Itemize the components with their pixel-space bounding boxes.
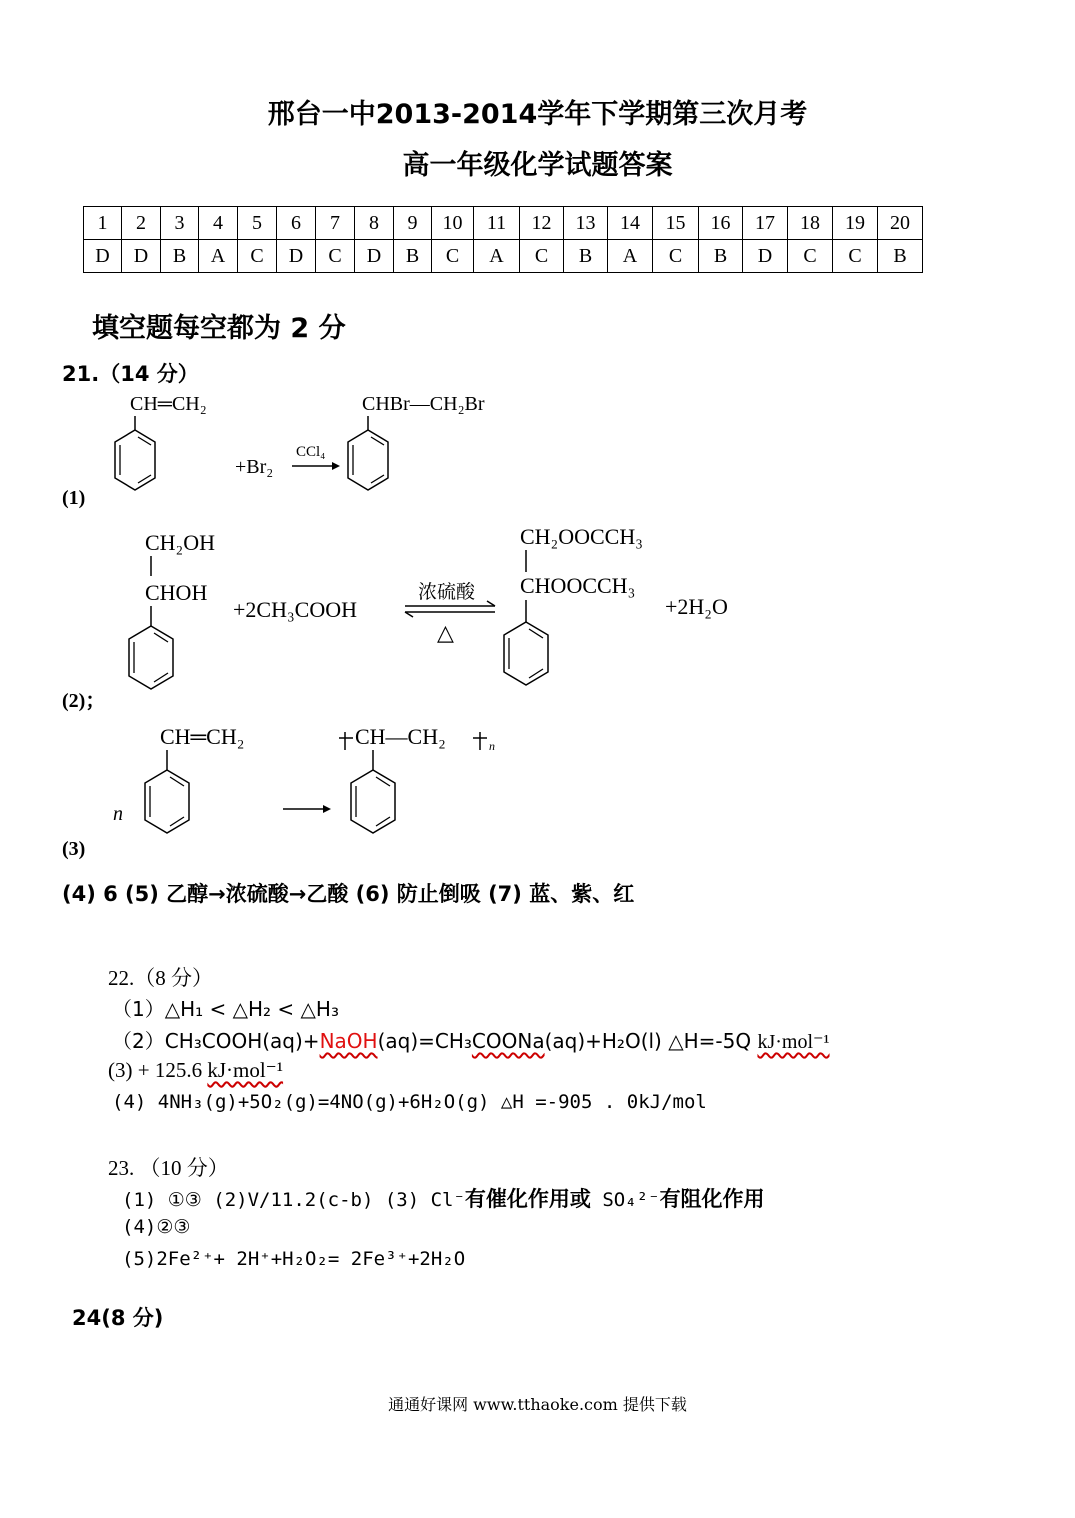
fill-in-note: 填空题每空都为 2 分 [92, 313, 346, 344]
answer-cell: B [394, 240, 432, 273]
title-line-2: 高一年级化学试题答案 [402, 150, 673, 181]
eq3-arrow [283, 805, 331, 813]
answer-cell: A [608, 240, 653, 273]
eq2-reagent: +2CH₃COOH [233, 597, 357, 622]
answer-table-number-row [84, 207, 923, 240]
q22-line-2-part-d: (aq)+H₂O(l) △H=-5Q [544, 1029, 758, 1053]
q24-label: 24(8 分) [72, 1306, 164, 1330]
question-number-cell: 5 [238, 207, 277, 240]
question-number-cell: 8 [355, 207, 394, 240]
question-number-cell: 16 [699, 207, 743, 240]
eq2-byproduct: +2H₂O [665, 594, 728, 619]
question-number-cell: 18 [788, 207, 833, 240]
question-number-cell: 7 [316, 207, 355, 240]
eq3-monomer: CH═CH₂ [160, 724, 245, 749]
eq3-polymer-unit: CH—CH₂ [355, 724, 446, 749]
question-number-cell: 2 [122, 207, 161, 240]
question-number-cell: 1 [84, 207, 122, 240]
q22-line-4: (4) 4NH₃(g)+5O₂(g)=4NO(g)+6H₂O(g) △H =-905 . 0kJ/mol [112, 1091, 707, 1113]
q22-naoh: NaOH [319, 1029, 378, 1053]
q22-line-3-unit: kJ·mol⁻¹ [207, 1058, 284, 1082]
question-number-cell: 13 [564, 207, 608, 240]
answer-cell: B [699, 240, 743, 273]
eq3-coefficient: n [113, 803, 123, 825]
eq1-condition: CCl₄ [296, 444, 326, 460]
eq2-condition-bottom: △ [437, 620, 454, 645]
question-number-cell: 9 [394, 207, 432, 240]
answer-cell: C [432, 240, 474, 273]
question-number-cell: 11 [474, 207, 520, 240]
eq2-product-mid: CHOOCCH₃ [520, 573, 636, 598]
eq2-reversible-arrow [405, 601, 495, 617]
answer-cell: C [238, 240, 277, 273]
answer-cell: D [122, 240, 161, 273]
eq1-arrow [292, 462, 340, 470]
answer-cell: C [788, 240, 833, 273]
question-number-cell: 6 [277, 207, 316, 240]
q22-line-3 [108, 1058, 283, 1083]
q22-line-2 [112, 1025, 830, 1054]
eq3-polymer-subscript: n [489, 739, 495, 753]
q23-line-1-part-c: SO₄²⁻ [590, 1189, 660, 1211]
question-number-cell: 19 [833, 207, 878, 240]
question-number-cell: 20 [878, 207, 923, 240]
question-number-cell: 15 [653, 207, 699, 240]
eq2-product-top: CH₂OOCCH₃ [520, 524, 643, 549]
q21-part-2-label: (2)； [62, 690, 106, 712]
answer-cell: A [474, 240, 520, 273]
answer-cell: C [316, 240, 355, 273]
q22-label: 22.（8 分） [108, 966, 213, 990]
answer-cell: B [161, 240, 199, 273]
q21-part-3-label: (3) [62, 838, 86, 860]
answer-table [83, 206, 923, 273]
eq3-polymer-benzene-ring [351, 770, 395, 833]
footer: 通通好课网 www.tthaoke.com 提供下载 [388, 1395, 687, 1414]
q23-line-1 [122, 1183, 765, 1213]
q22-line-2-unit: kJ·mol⁻¹ [757, 1031, 830, 1053]
q21-parts-4-to-7: (4) 6 (5) 乙醇→浓硫酸→乙酸 (6) 防止倒吸 (7) 蓝、紫、红 [62, 882, 635, 906]
q21-equation-2 [115, 520, 795, 710]
q22-line-3-value: (3) + 125.6 [108, 1058, 208, 1082]
q23-line-1-part-d: 有阻化作用 [659, 1187, 765, 1211]
answer-cell: C [833, 240, 878, 273]
question-number-cell: 3 [161, 207, 199, 240]
eq3-monomer-benzene-ring [145, 770, 189, 833]
q22-coona: COONa [471, 1029, 545, 1053]
eq1-product-group: CHBr—CH₂Br [362, 393, 485, 415]
q23-label: 23. （10 分） [108, 1156, 229, 1180]
eq1-reactant-group: CH═CH₂ [130, 393, 207, 415]
q21-equation-1 [100, 388, 530, 518]
q22-line-2-part-a: （2）CH₃COOH(aq)+ [112, 1029, 320, 1053]
q23-line-3: (5)2Fe²⁺+ 2H⁺+H₂O₂= 2Fe³⁺+2H₂O [122, 1248, 466, 1270]
eq2-product-benzene-ring [504, 622, 548, 685]
answer-cell: B [878, 240, 923, 273]
eq1-reactant-benzene-ring [115, 430, 155, 490]
q21-part-1-label: (1) [62, 487, 86, 509]
answer-cell: B [564, 240, 608, 273]
answer-cell: D [277, 240, 316, 273]
eq2-condition-top: 浓硫酸 [418, 582, 476, 603]
question-number-cell: 10 [432, 207, 474, 240]
answer-cell: D [743, 240, 788, 273]
q22-line-1: （1）△H₁ < △H₂ < △H₃ [112, 997, 339, 1021]
q22-line-2-part-b: (aq)=CH₃ [377, 1029, 472, 1053]
answer-cell: C [653, 240, 699, 273]
eq1-product-benzene-ring [348, 430, 388, 490]
answer-cell: D [355, 240, 394, 273]
q23-line-2: (4)②③ [122, 1216, 191, 1238]
eq2-reactant-top: CH₂OH [145, 530, 216, 555]
eq2-reactant-mid: CHOH [145, 580, 208, 605]
q23-line-1-part-a: (1) ①③ (2)V/11.2(c-b) (3) Cl⁻ [122, 1189, 465, 1211]
answer-cell: D [84, 240, 122, 273]
question-number-cell: 17 [743, 207, 788, 240]
eq2-reactant-benzene-ring [129, 626, 173, 689]
title-line-1: 邢台一中2013-2014学年下学期第三次月考 [267, 99, 808, 130]
answer-table-answer-row [84, 240, 923, 273]
q23-line-1-part-b: 有催化作用或 [464, 1187, 591, 1211]
answer-cell: A [199, 240, 238, 273]
q21-label: 21.（14 分） [62, 362, 199, 386]
question-number-cell: 12 [520, 207, 564, 240]
question-number-cell: 14 [608, 207, 653, 240]
answer-cell: C [520, 240, 564, 273]
eq1-reagent: +Br₂ [235, 456, 274, 478]
question-number-cell: 4 [199, 207, 238, 240]
q21-equation-3 [105, 718, 525, 858]
